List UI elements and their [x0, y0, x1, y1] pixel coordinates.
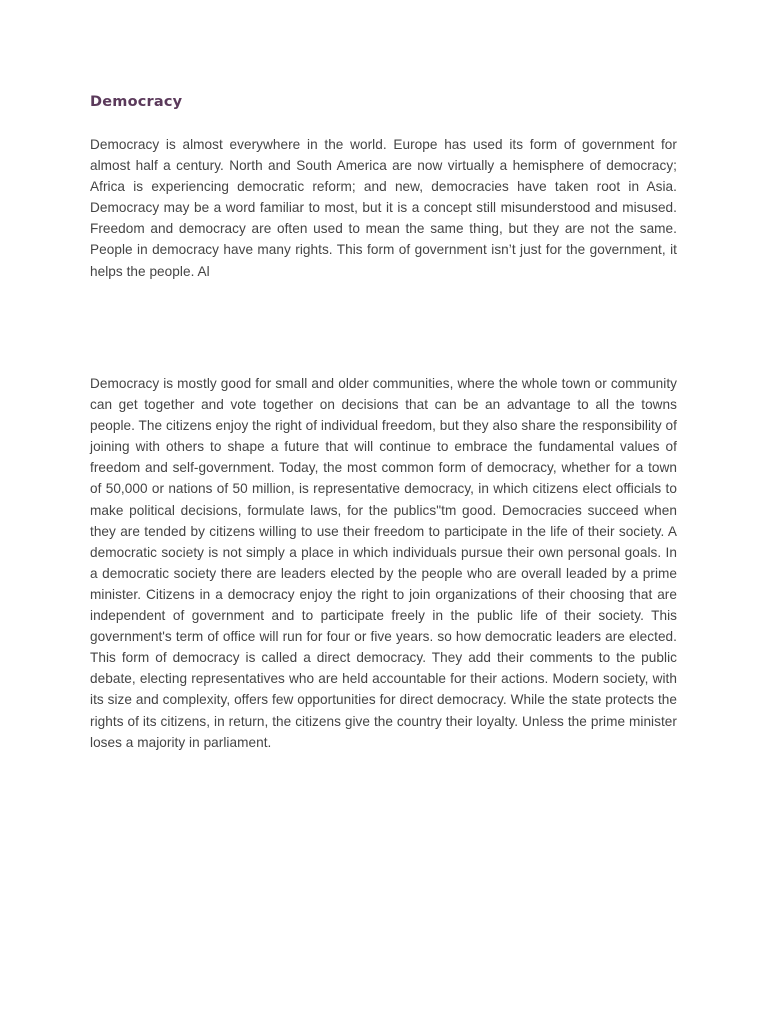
paragraph-body: Democracy is mostly good for small and older communities, where the whole town or community can get together and vote together on decisions that can be an advantage to all the towns people. The citizens enjoy the right of individual freedom, but they also share the responsibility of joining with others to shape a future that will continue to embrace the fundamental values of freedom and self-government. Today, the most common form of democracy, whether for a town of 50,000 or nations of 50 million, is representative democracy, in which citizens elect officials to make political decisions, formulate laws, for the publics"tm good. Democracies succeed when they are tended by citizens willing to use their freedom to participate in the life of their society. A democratic society is not simply a place in which individuals pursue their own personal goals. In a democratic society there are leaders elected by the people who are overall leaded by a prime minister. Citizens in a democracy enjoy the right to join organizations of their choosing that are independent of government and to participate freely in the public life of their society. This government's term of office will run for four or five years. so how democratic leaders are elected. This form of democracy is called a direct democracy. They add their comments to the public debate, electing representatives who are held accountable for their actions. Modern society, with its size and complexity, offers few opportunities for direct democracy. While the state protects the rights of its citizens, in return, the citizens give the country their loyalty. Unless the prime minister loses a majority in parliament.: [90, 376, 677, 750]
paragraph-intro: Democracy is almost everywhere in the world. Europe has used its form of government for almost half a century. North and South America are now virtually a hemisphere of democracy; Africa is experiencing democratic reform; and new, democracies have taken root in Asia. Democracy may be a word familiar to most, but it is a concept still misunderstood and misused. Freedom and democracy are often used to mean the same thing, but they are not the same. People in democracy have many rights. This form of government isn’t just for the government, it helps the people. Al: [90, 137, 677, 279]
document-title: Democracy: [90, 94, 183, 110]
